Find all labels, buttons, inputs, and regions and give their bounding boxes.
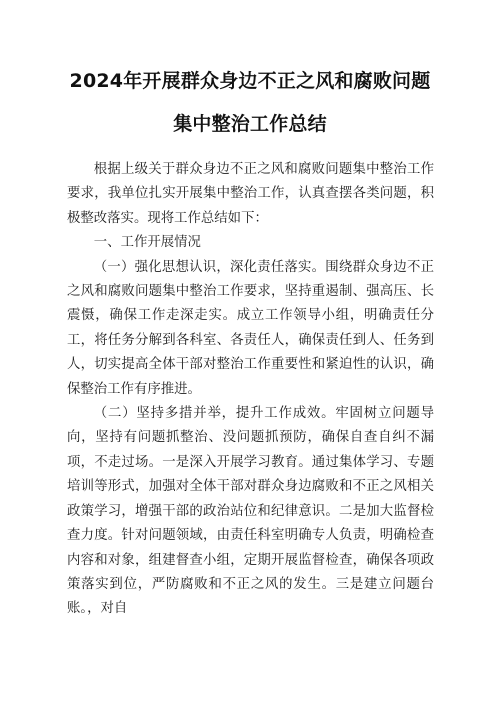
section-heading-1: 一、工作开展情况 <box>93 235 201 251</box>
document-body <box>67 158 434 622</box>
intro-paragraph: 根据上级关于群众身边不正之风和腐败问题集中整治工作要求，我单位扎实开展集中整治工作，认真查摆各类问题，积极整改落实。现将工作总结如下： <box>67 162 434 226</box>
paragraph-2: （二）坚持多措并举，提升工作成效。牢固树立问题导向，坚持有问题抓整治、没问题抓预防，确保自查自纠不漏项，不走过场。一是深入开展学习教育。通过集体学习、专题培训等形式，加强对全体干部对群众身边腐败和不正之风相关政策学习，增强干部的政治站位和纪律意识。二是加大监督检查力度。针对问题领域，由责任科室明确专人负责，明确检查内容和对象，组建督查小组，定期开展监督检查，确保各项政策落实到位，严防腐败和不正之风的发生。三是建立问题台账。，对自 <box>67 406 434 617</box>
document-title-line-2: 集中整治工作总结 <box>173 113 327 135</box>
document-title-line-1: 2024年开展群众身边不正之风和腐败问题 <box>69 70 431 92</box>
paragraph-1: （一）强化思想认识，深化责任落实。围绕群众身边不正之风和腐败问题集中整治工作要求，坚持重遏制、强高压、长震慑，确保工作走深走实。成立工作领导小组，明确责任分工，将任务分解到各科室、各责任人，确保责任到人、任务到人，切实提高全体干部对整治工作重要性和紧迫性的认识，确保整治工作有序推进。 <box>67 259 434 397</box>
